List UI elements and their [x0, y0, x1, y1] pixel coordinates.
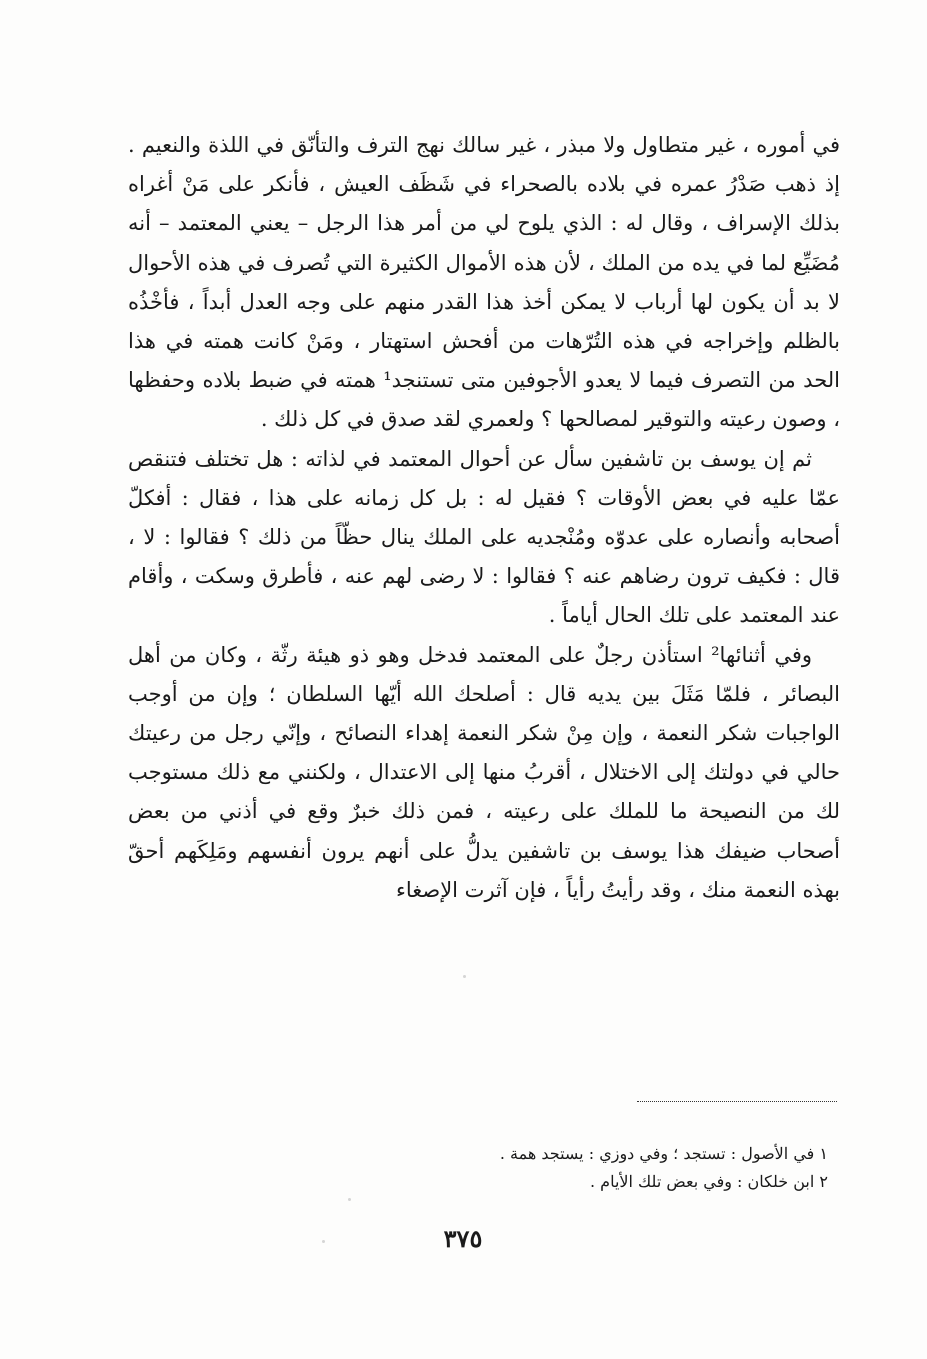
scan-speckle	[322, 1240, 325, 1243]
footnote-separator	[637, 1101, 837, 1102]
footnote-1: ١ في الأصول : تستجد ؛ وفي دوزي : يستجد همة .	[499, 1144, 828, 1163]
main-text	[128, 126, 840, 910]
scan-speckle	[463, 975, 466, 978]
page-number: ٣٧٥	[443, 1224, 483, 1253]
footnote-2: ٢ ابن خلكان : وفي بعض تلك الأيام .	[589, 1172, 828, 1191]
paragraph-2: ثم إن يوسف بن تاشفين سأل عن أحوال المعتمد في لذاته : هل تختلف فتنقص عمّا عليه في بعض الأوقات ؟ فقيل له : بل كل زمانه على هذا ، فقال : أفكلّ أصحابه وأنصاره على عدوّه ومُنْجديه على الملك ينال حظّاً من ذلك ؟ فقالوا : لا ، قال : فكيف ترون رضاهم عنه ؟ فقالوا : لا رضى لهم عنه ، فأطرق وسكت ، وأقام عند المعتمد على تلك الحال أياماً .	[128, 446, 840, 628]
scan-speckle	[348, 1198, 351, 1201]
footnotes	[300, 1140, 828, 1196]
paragraph-3: وفي أثنائها² استأذن رجلٌ على المعتمد فدخل وهو ذو هيئة رثّة ، وكان من أهل البصائر ، فلمّا مَثَلَ بين يديه قال : أصلحك الله أيّها السلطان ؛ وإن من أوجب الواجبات شكر النعمة ، وإن مِنْ شكر النعمة إهداء النصائح ، وإنّي رجل من رعيتك حالي في دولتك إلى الاختلال ، أقربُ منها إلى الاعتدال ، ولكنني مع ذلك مستوجب لك من النصيحة ما للملك على رعيته ، فمن ذلك خبرٌ وقع في أذني من بعض أصحاب ضيفك هذا يوسف بن تاشفين يدلُّ على أنهم يرون أنفسهم ومَلِكَهم أحقّ بهذه النعمة منك ، وقد رأيتُ رأياً ، فإن آثرت الإصغاء	[128, 642, 840, 902]
paragraph-1: في أموره ، غير متطاول ولا مبذر ، غير سالك نهج الترف والتأنّق في اللذة والنعيم . إذ ذهب صَدْرُ عمره في بلاده بالصحراء في شَظَف العيش ، فأنكر على مَنْ أغراه بذلك الإسراف ، وقال له : الذي يلوح لي من أمر هذا الرجل – يعني المعتمد – أنه مُضَيِّع لما في يده من الملك ، لأن هذه الأموال الكثيرة التي تُصرف في هذه الأحوال لا بد أن يكون لها أرباب لا يمكن أخذ هذا القدر منهم على وجه العدل أبداً ، فأخْذُه بالظلم وإخراجه في هذه التُرّهات من أفحش استهتار ، ومَنْ كانت همته في هذا الحد من التصرف فيما لا يعدو الأجوفين متى تستنجد¹ همته في ضبط بلاده وحفظها ، وصون رعيته والتوقير لمصالحها ؟ ولعمري لقد صدق في كل ذلك .	[128, 133, 840, 432]
